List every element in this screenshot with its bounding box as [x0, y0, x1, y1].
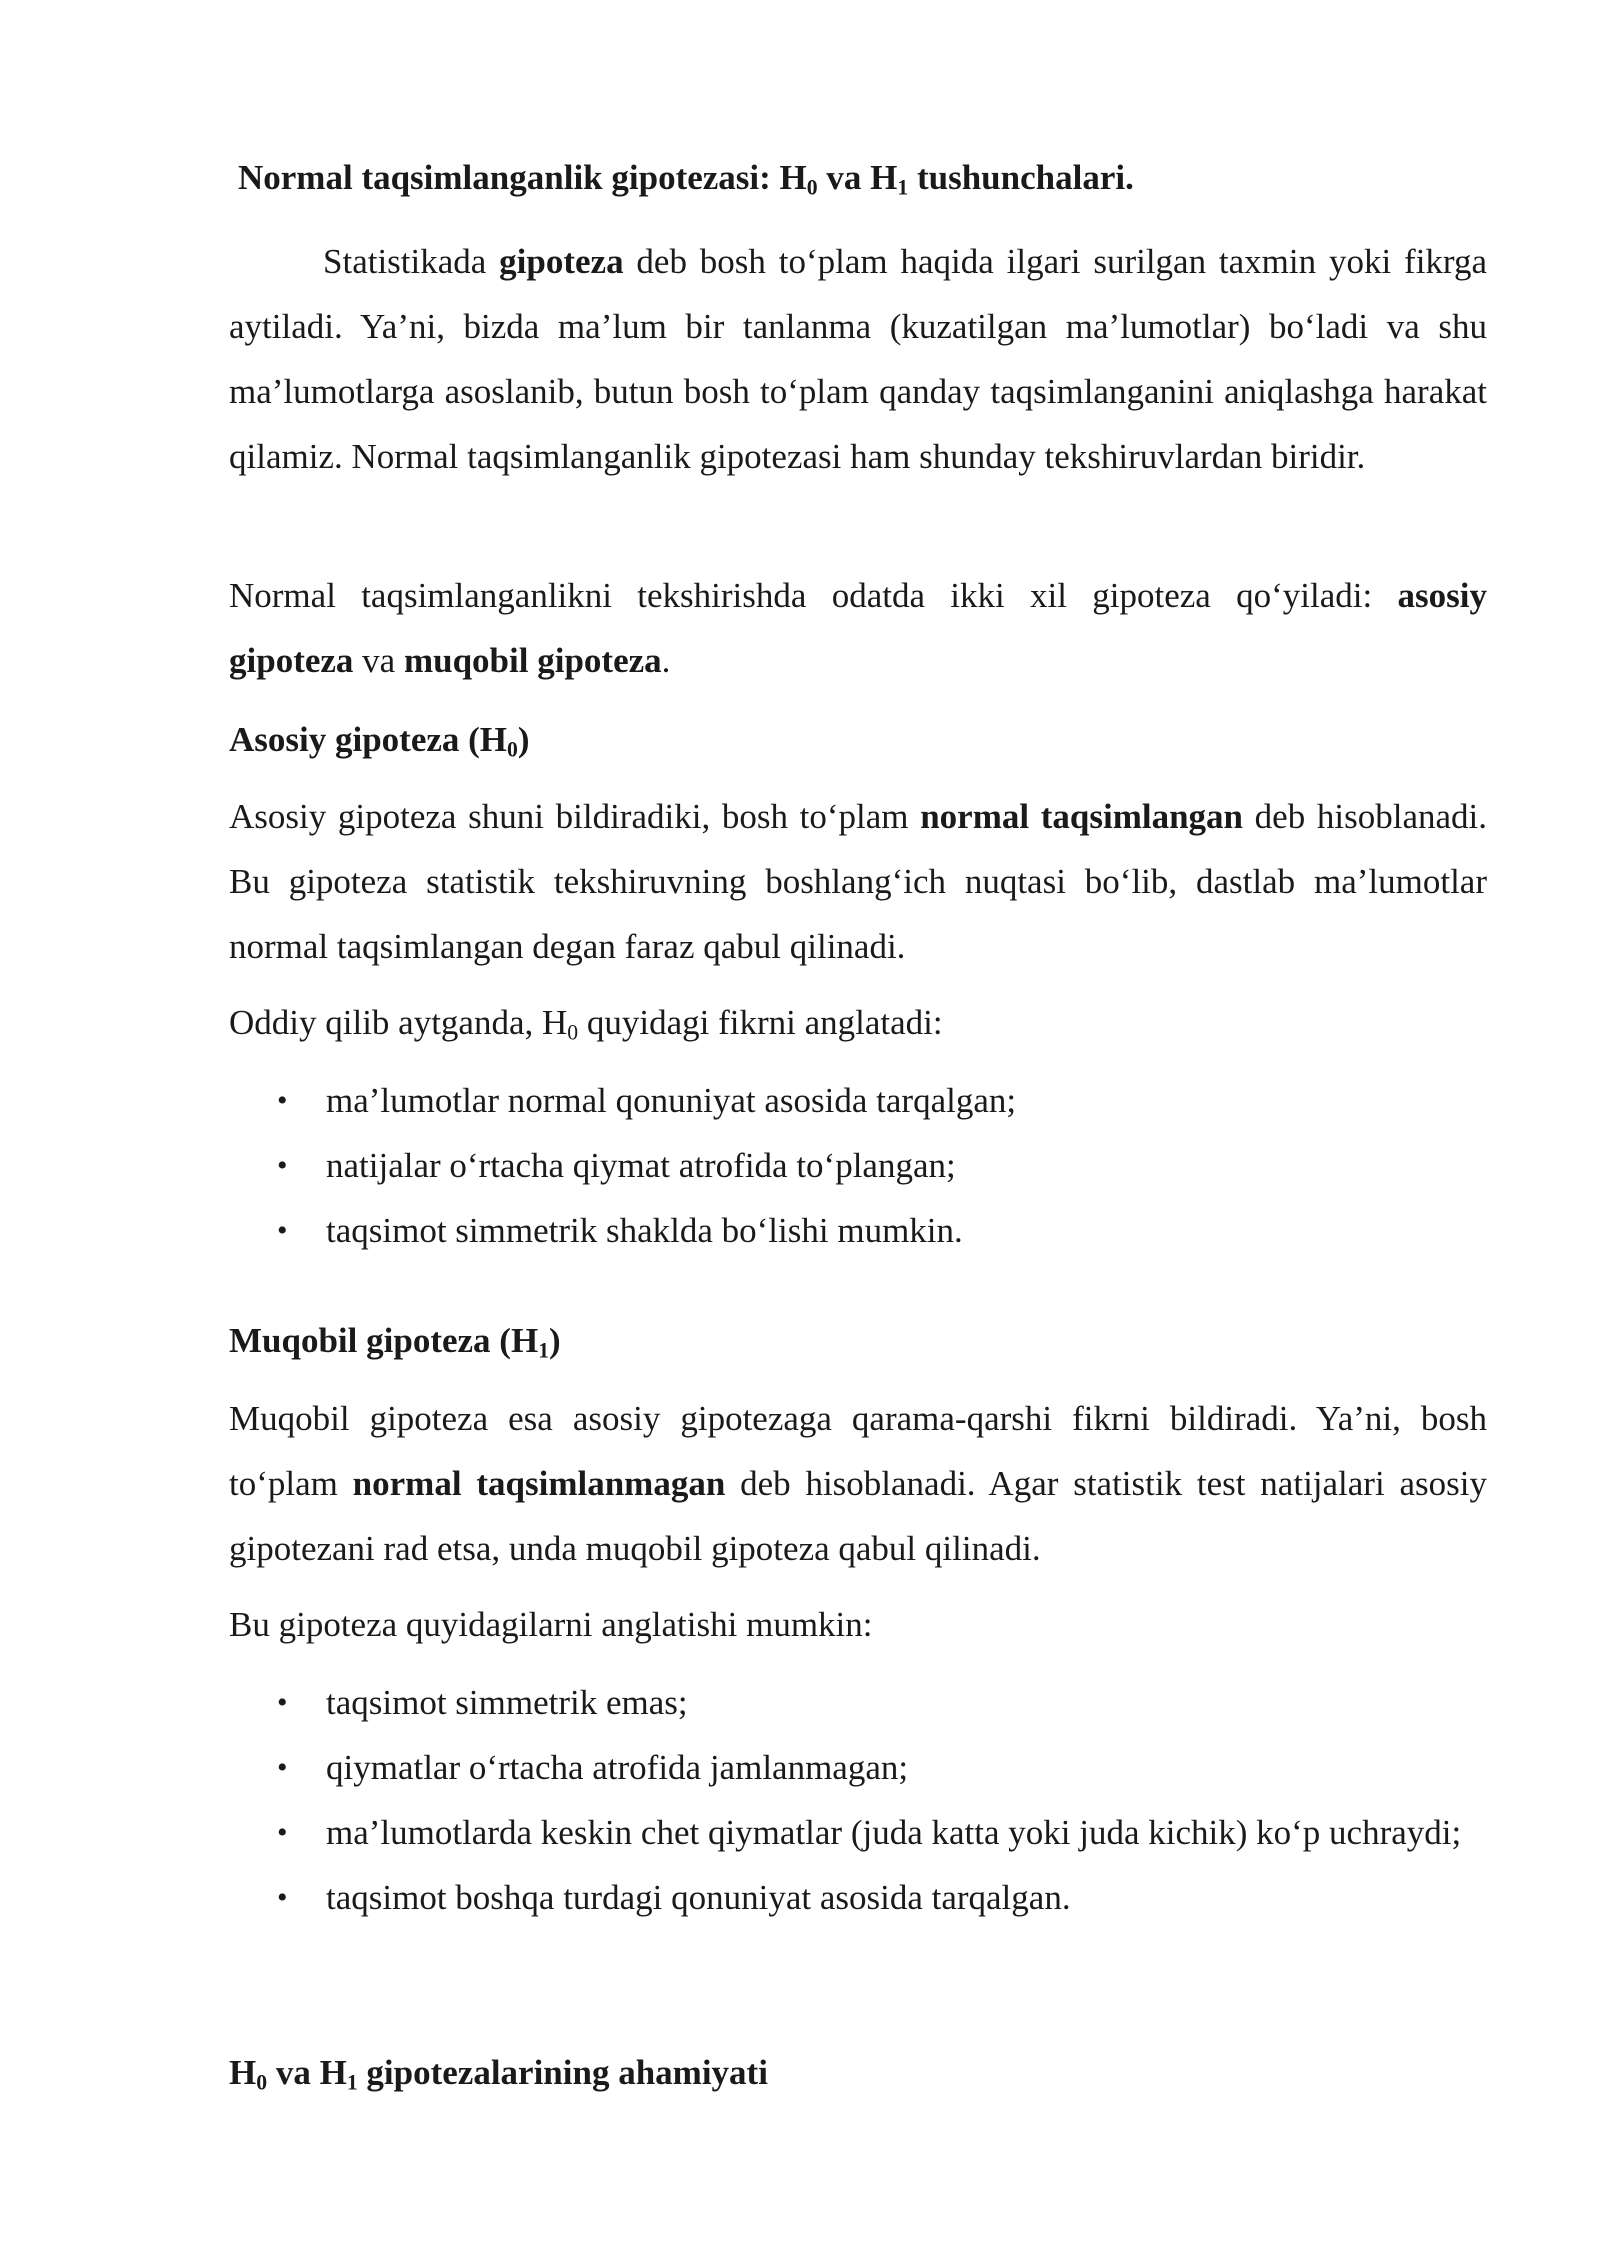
list-alternative-properties [229, 1670, 1487, 1930]
list-null-properties [229, 1068, 1487, 1263]
paragraph-null-hypothesis: Asosiy gipoteza shuni bildiradiki, bosh to‘plam normal taqsimlangan deb hisoblanadi. Bu gipoteza statistik tekshiruvning boshlang‘ich nuqtasi bo‘lib, dastlab ma’lumotlar normal taqsimlangan degan faraz qabul qilinadi. [229, 797, 1487, 966]
bullet-icon: • [277, 1816, 288, 1849]
list-item: • taqsimot boshqa turdagi qonuniyat asosida tarqalgan. [229, 1865, 1487, 1930]
heading-alternative-hypothesis: Muqobil gipoteza $(H_1)$ [229, 1321, 561, 1363]
bullet-icon: • [277, 1751, 288, 1784]
heading-hypotheses-importance: $H_0$ va $H_1$ gipotezalarining ahamiyati [229, 2053, 768, 2095]
paragraph-definition: Statistikada gipoteza deb bosh to‘plam haqida ilgari surilgan taxmin yoki fikrga aytiladi. Ya’ni, bizda ma’lum bir tanlanma (kuzatilgan ma’lumotlar) bo‘ladi va shu ma’lumotlarga asoslanib, butun bosh to‘plam qanday taqsimlanganini aniqlashga harakat qilamiz. Normal taqsimlanganlik gipotezasi ham shunday tekshiruvlardan biridir. [229, 242, 1487, 476]
bullet-icon: • [277, 1084, 288, 1117]
paragraph-alternative-hypothesis: Muqobil gipoteza esa asosiy gipotezaga qarama-qarshi fikrni bildiradi. Ya’ni, bosh to‘plam normal taqsimlanmagan deb hisoblanadi. Agar statistik test natijalari asosiy gipotezani rad etsa, unda muqobil gipoteza qabul qilinadi. [229, 1399, 1487, 1568]
bullet-icon: • [277, 1214, 288, 1247]
bullet-icon: • [277, 1149, 288, 1182]
heading-null-hypothesis: Asosiy gipoteza $(H_0)$ [229, 720, 530, 762]
list-item: • natijalar o‘rtacha qiymat atrofida to‘plangan; [229, 1133, 1487, 1198]
list-item: • taqsimot simmetrik emas; [229, 1670, 1487, 1735]
list-item: • ma’lumotlar normal qonuniyat asosida tarqalgan; [229, 1068, 1487, 1133]
paragraph-h0-meaning: Oddiy qilib aytganda, $H_0$ quyidagi fikrni anglatadi: [229, 1003, 943, 1045]
paragraph-two-hypotheses: Normal taqsimlanganlikni tekshirishda odatda ikki xil gipoteza qo‘yiladi: asosiy gipoteza va muqobil gipoteza. [229, 576, 1487, 680]
page-title: Normal taqsimlanganlik gipotezasi: $H_0$ va $H_1$ tushunchalari. [238, 158, 1134, 200]
paragraph-h1-meaning: Bu gipoteza quyidagilarni anglatishi mumkin: [229, 1605, 873, 1644]
list-item: • ma’lumotlarda keskin chet qiymatlar (juda katta yoki juda kichik) ko‘p uchraydi; [229, 1800, 1487, 1865]
list-item: • taqsimot simmetrik shaklda bo‘lishi mumkin. [229, 1198, 1487, 1263]
bullet-icon: • [277, 1686, 288, 1719]
list-item: • qiymatlar o‘rtacha atrofida jamlanmagan; [229, 1735, 1487, 1800]
bullet-icon: • [277, 1881, 288, 1914]
